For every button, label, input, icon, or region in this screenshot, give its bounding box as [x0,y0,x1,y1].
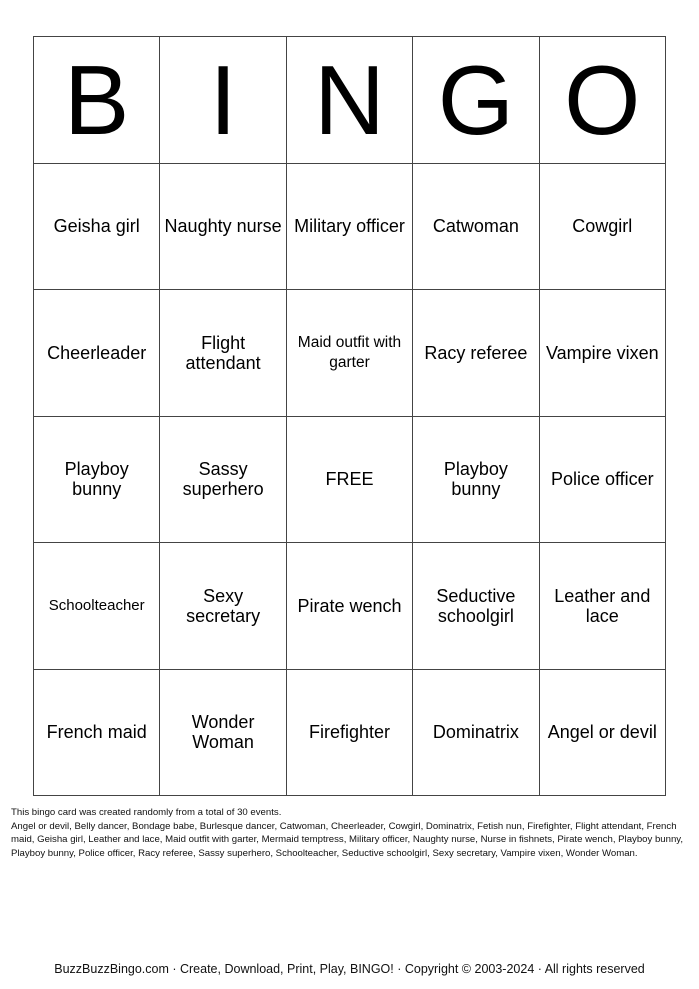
header-letter-g: G [413,37,539,164]
bingo-square: Angel or devil [540,670,666,797]
bingo-square: Geisha girl [34,164,160,291]
bingo-square: Leather and lace [540,543,666,670]
bingo-square: Dominatrix [413,670,539,797]
bingo-square: French maid [34,670,160,797]
bingo-square: Cheerleader [34,290,160,417]
bingo-square: Maid outfit with garter [287,290,413,417]
bingo-square: Schoolteacher [34,543,160,670]
bingo-square: Playboy bunny [34,417,160,544]
site-footer: BuzzBuzzBingo.com · Create, Download, Print, Play, BINGO! · Copyright © 2003-2024 · All rights reserved [54,962,645,976]
bingo-square: Vampire vixen [540,290,666,417]
bingo-square: Naughty nurse [160,164,286,291]
bingo-square: Playboy bunny [413,417,539,544]
footnote-event-list: Angel or devil, Belly dancer, Bondage babe, Burlesque dancer, Catwoman, Cheerleader, Cowgirl, Dominatrix, Fetish nun, Firefighter, Flight attendant, French maid, Geisha girl, Leather and lace, Maid outfit with garter, Mermaid temptress, Military officer, Naughty nurse, Nurse in fishnets, Pirate wench, Playboy bunny, Playboy bunny, Police officer, Racy referee, Sassy superhero, Schoolteacher, Seductive schoolgirl, Sexy secretary, Vampire vixen, Wonder Woman. [11,820,684,860]
card-footnote [11,806,691,861]
free-square: FREE [287,417,413,544]
header-letter-i: I [160,37,286,164]
bingo-square: Military officer [287,164,413,291]
bingo-square: Wonder Woman [160,670,286,797]
header-letter-o: O [540,37,666,164]
header-letter-b: B [34,37,160,164]
bingo-square: Catwoman [413,164,539,291]
bingo-card [33,36,666,796]
bingo-square: Police officer [540,417,666,544]
bingo-square: Seductive schoolgirl [413,543,539,670]
footnote-intro: This bingo card was created randomly from a total of 30 events. [11,807,282,818]
bingo-square: Firefighter [287,670,413,797]
bingo-square: Cowgirl [540,164,666,291]
bingo-square: Pirate wench [287,543,413,670]
bingo-square: Sassy superhero [160,417,286,544]
bingo-square: Flight attendant [160,290,286,417]
header-letter-n: N [287,37,413,164]
bingo-square: Sexy secretary [160,543,286,670]
bingo-square: Racy referee [413,290,539,417]
